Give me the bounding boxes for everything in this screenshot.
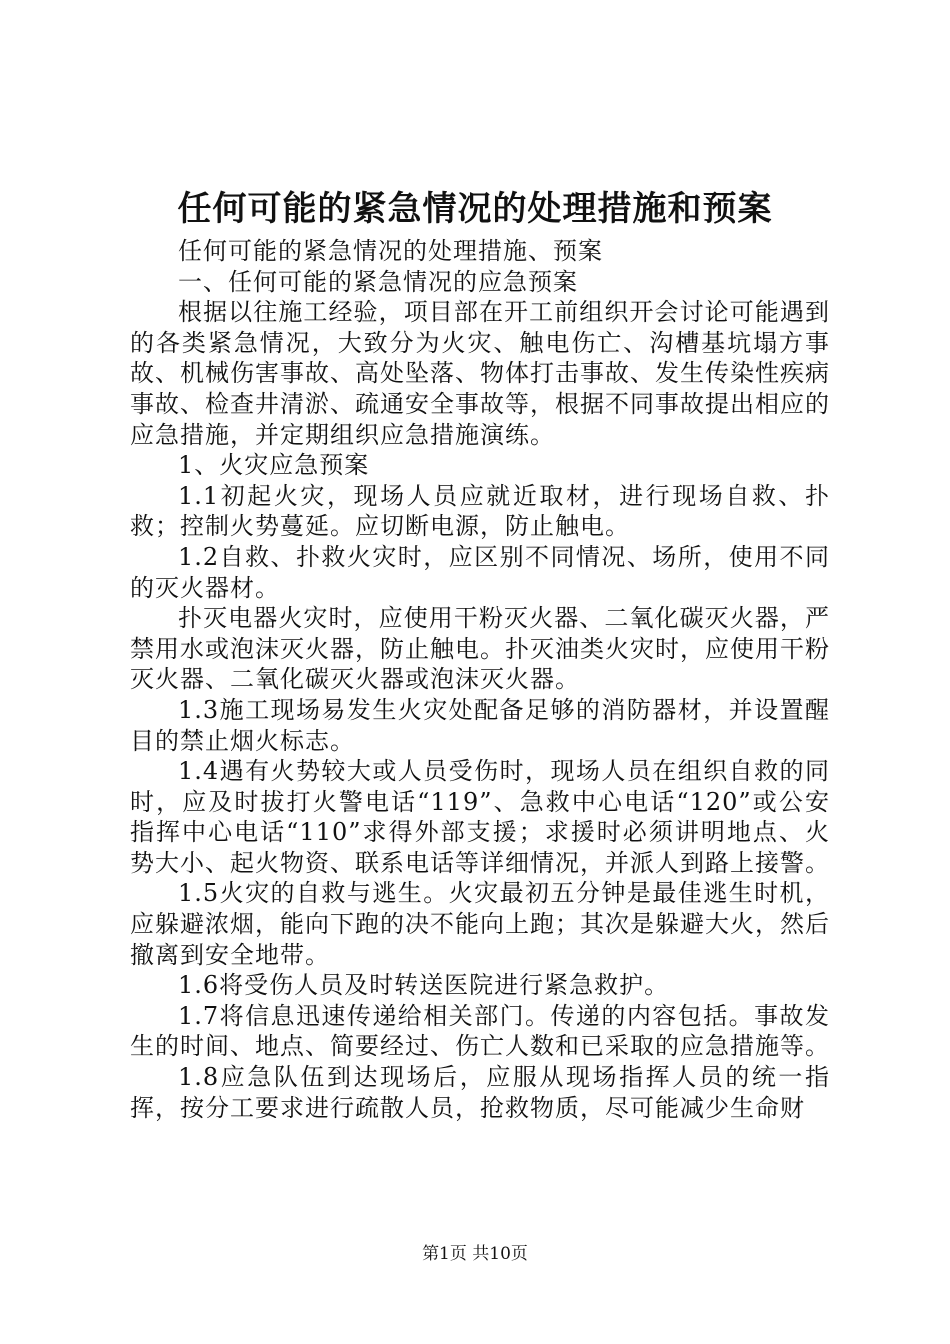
section-heading: 一、任何可能的紧急情况的应急预案	[178, 267, 578, 296]
body-paragraph: 1.2自救、扑救火灾时，应区别不同情况、场所，使用不同的灭火器材。	[130, 542, 830, 602]
body-paragraph: 根据以往施工经验，项目部在开工前组织开会讨论可能遇到的各类紧急情况，大致分为火灾、触电伤亡、沟槽基坑塌方事故、机械伤害事故、高处坠落、物体打击事故、发生传染性疾病事故、检查井清淤、疏通安全事故等，根据不同事故提出相应的应急措施，并定期组织应急措施演练。	[130, 298, 830, 449]
body-paragraph: 1.7将信息迅速传递给相关部门。传递的内容包括。事故发生的时间、地点、简要经过、伤亡人数和已采取的应急措施等。	[130, 1001, 830, 1061]
body-paragraph: 1.1初起火灾，现场人员应就近取材，进行现场自救、扑救；控制火势蔓延。应切断电源，防止触电。	[130, 481, 830, 541]
body-paragraph: 1.6将受伤人员及时转送医院进行紧急救护。	[178, 971, 670, 1000]
body-paragraph: 1.8应急队伍到达现场后，应服从现场指挥人员的统一指挥，按分工要求进行疏散人员，抢救物质，尽可能减少生命财	[130, 1063, 830, 1122]
body-paragraph: 1.4遇有火势较大或人员受伤时，现场人员在组织自救的同时，应及时拔打火警电话“119”、急救中心电话“120”或公安指挥中心电话“110”求得外部支援；求援时必须讲明地点、火势大小、起火物资、联系电话等详细情况，并派人到路上接警。	[130, 757, 830, 877]
subtitle-paragraph: 任何可能的紧急情况的处理措施、预案	[178, 237, 603, 265]
page-number-footer: 第1页 共10页	[422, 1244, 528, 1264]
body-paragraph: 1.3施工现场易发生火灾处配备足够的消防器材，并设置醒目的禁止烟火标志。	[130, 695, 830, 755]
document-body	[130, 236, 830, 1123]
subsection-heading: 1、火灾应急预案	[178, 451, 370, 480]
body-paragraph: 1.5火灾的自救与逃生。火灾最初五分钟是最佳逃生时机，应躲避浓烟，能向下跑的决不能向上跑；其次是躲避大火，然后撤离到安全地带。	[130, 879, 830, 969]
document-title: 任何可能的紧急情况的处理措施和预案	[177, 189, 773, 229]
body-paragraph: 扑灭电器火灾时，应使用干粉灭火器、二氧化碳灭火器，严禁用水或泡沫灭火器，防止触电。扑灭油类火灾时，应使用干粉灭火器、二氧化碳灭火器或泡沫灭火器。	[130, 604, 830, 694]
